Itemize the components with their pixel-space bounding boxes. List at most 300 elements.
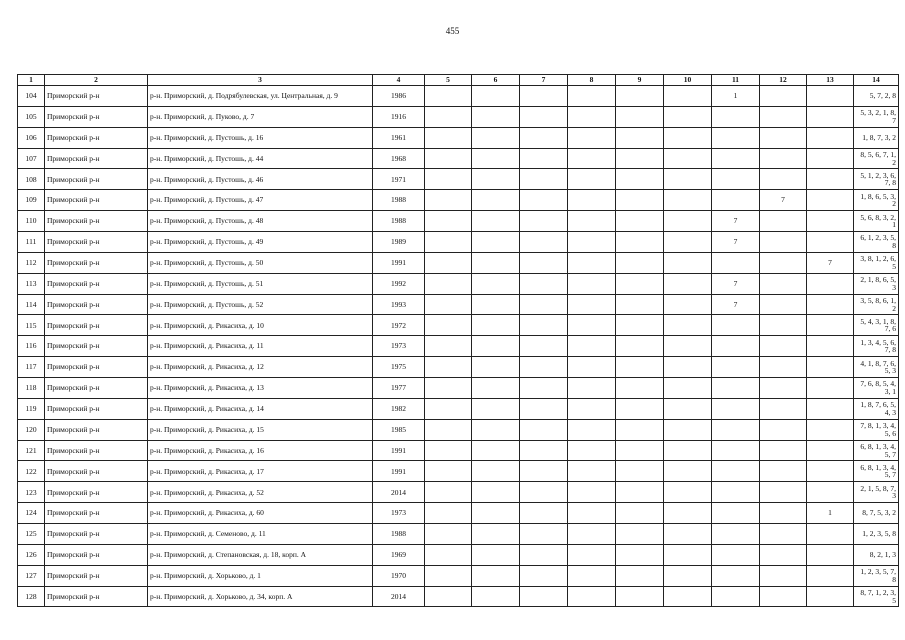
address-cell: р-н. Приморский, д. Рикасиха, д. 12	[148, 357, 373, 378]
mark-cell-col-10	[664, 357, 712, 378]
district-cell: Приморский р-н	[45, 503, 148, 524]
mark-cell-col-6	[472, 565, 520, 586]
mark-cell-col-13: 7	[807, 252, 854, 273]
mark-cell-col-5	[425, 273, 472, 294]
mark-cell-col-7	[520, 252, 568, 273]
mark-cell-col-10	[664, 544, 712, 565]
mark-cell-col-8	[568, 440, 616, 461]
mark-cell-col-6	[472, 461, 520, 482]
table-row	[18, 586, 899, 607]
mark-cell-col-12	[760, 440, 807, 461]
column-header-14: 14	[854, 75, 899, 86]
mark-cell-col-10	[664, 252, 712, 273]
year-cell: 1975	[373, 357, 425, 378]
sequence-cell: 6, 8, 1, 3, 4, 5, 7	[854, 461, 899, 482]
mark-cell-col-6	[472, 127, 520, 148]
table-row	[18, 211, 899, 232]
table-row	[18, 127, 899, 148]
mark-cell-col-9	[616, 586, 664, 607]
mark-cell-col-5	[425, 544, 472, 565]
address-cell: р-н. Приморский, д. Рикасиха, д. 17	[148, 461, 373, 482]
mark-cell-col-8	[568, 565, 616, 586]
column-header-1: 1	[18, 75, 45, 86]
mark-cell-col-5	[425, 190, 472, 211]
mark-cell-col-12	[760, 524, 807, 545]
district-cell: Приморский р-н	[45, 565, 148, 586]
mark-cell-col-13	[807, 482, 854, 503]
table-row	[18, 440, 899, 461]
mark-cell-col-5	[425, 148, 472, 169]
year-cell: 1982	[373, 398, 425, 419]
sequence-cell: 6, 1, 2, 3, 5, 8	[854, 232, 899, 253]
column-header-11: 11	[712, 75, 760, 86]
mark-cell-col-11	[712, 169, 760, 190]
address-cell: р-н. Приморский, д. Хорьково, д. 34, корп. А	[148, 586, 373, 607]
mark-cell-col-12	[760, 86, 807, 107]
table-row	[18, 565, 899, 586]
row-number-cell: 112	[18, 252, 45, 273]
address-cell: р-н. Приморский, д. Пустошь, д. 46	[148, 169, 373, 190]
mark-cell-col-12	[760, 148, 807, 169]
mark-cell-col-9	[616, 398, 664, 419]
column-header-2: 2	[45, 75, 148, 86]
mark-cell-col-12	[760, 357, 807, 378]
mark-cell-col-11	[712, 190, 760, 211]
year-cell: 1991	[373, 461, 425, 482]
sequence-cell: 1, 2, 3, 5, 7, 8	[854, 565, 899, 586]
mark-cell-col-8	[568, 232, 616, 253]
sequence-cell: 1, 8, 7, 6, 5, 4, 3	[854, 398, 899, 419]
table-row	[18, 482, 899, 503]
sequence-cell: 7, 6, 8, 5, 4, 3, 1	[854, 378, 899, 399]
year-cell: 1916	[373, 106, 425, 127]
mark-cell-col-9	[616, 440, 664, 461]
district-cell: Приморский р-н	[45, 461, 148, 482]
mark-cell-col-12	[760, 294, 807, 315]
mark-cell-col-11	[712, 336, 760, 357]
row-number-cell: 107	[18, 148, 45, 169]
mark-cell-col-6	[472, 315, 520, 336]
sequence-cell: 5, 6, 8, 3, 2, 1	[854, 211, 899, 232]
sequence-cell: 8, 2, 1, 3	[854, 544, 899, 565]
mark-cell-col-10	[664, 419, 712, 440]
sequence-cell: 2, 1, 8, 6, 5, 3	[854, 273, 899, 294]
row-number-cell: 126	[18, 544, 45, 565]
mark-cell-col-13	[807, 357, 854, 378]
mark-cell-col-11	[712, 252, 760, 273]
mark-cell-col-9	[616, 169, 664, 190]
mark-cell-col-6	[472, 544, 520, 565]
mark-cell-col-11: 7	[712, 273, 760, 294]
column-header-10: 10	[664, 75, 712, 86]
mark-cell-col-9	[616, 86, 664, 107]
mark-cell-col-11	[712, 482, 760, 503]
district-cell: Приморский р-н	[45, 357, 148, 378]
mark-cell-col-8	[568, 315, 616, 336]
table-row	[18, 273, 899, 294]
address-cell: р-н. Приморский, д. Пустошь, д. 16	[148, 127, 373, 148]
mark-cell-col-10	[664, 524, 712, 545]
mark-cell-col-8	[568, 86, 616, 107]
column-header-8: 8	[568, 75, 616, 86]
year-cell: 1989	[373, 232, 425, 253]
mark-cell-col-11	[712, 544, 760, 565]
year-cell: 1968	[373, 148, 425, 169]
mark-cell-col-11	[712, 440, 760, 461]
mark-cell-col-12	[760, 211, 807, 232]
mark-cell-col-6	[472, 252, 520, 273]
mark-cell-col-12	[760, 252, 807, 273]
row-number-cell: 106	[18, 127, 45, 148]
mark-cell-col-5	[425, 419, 472, 440]
mark-cell-col-9	[616, 524, 664, 545]
row-number-cell: 118	[18, 378, 45, 399]
sequence-cell: 3, 8, 1, 2, 6, 5	[854, 252, 899, 273]
mark-cell-col-5	[425, 127, 472, 148]
address-cell: р-н. Приморский, д. Рикасиха, д. 11	[148, 336, 373, 357]
district-cell: Приморский р-н	[45, 86, 148, 107]
mark-cell-col-6	[472, 148, 520, 169]
mark-cell-col-5	[425, 503, 472, 524]
mark-cell-col-9	[616, 252, 664, 273]
mark-cell-col-8	[568, 503, 616, 524]
mark-cell-col-7	[520, 211, 568, 232]
mark-cell-col-11	[712, 357, 760, 378]
mark-cell-col-7	[520, 336, 568, 357]
mark-cell-col-7	[520, 440, 568, 461]
mark-cell-col-10	[664, 440, 712, 461]
address-cell: р-н. Приморский, д. Рикасиха, д. 60	[148, 503, 373, 524]
table-row	[18, 106, 899, 127]
mark-cell-col-5	[425, 86, 472, 107]
mark-cell-col-5	[425, 398, 472, 419]
mark-cell-col-6	[472, 273, 520, 294]
mark-cell-col-9	[616, 232, 664, 253]
year-cell: 1973	[373, 503, 425, 524]
mark-cell-col-13	[807, 419, 854, 440]
column-header-9: 9	[616, 75, 664, 86]
sequence-cell: 3, 5, 8, 6, 1, 2	[854, 294, 899, 315]
mark-cell-col-9	[616, 148, 664, 169]
mark-cell-col-9	[616, 294, 664, 315]
address-cell: р-н. Приморский, д. Пустошь, д. 44	[148, 148, 373, 169]
mark-cell-col-11	[712, 461, 760, 482]
year-cell: 1991	[373, 440, 425, 461]
mark-cell-col-5	[425, 336, 472, 357]
column-header-5: 5	[425, 75, 472, 86]
row-number-cell: 104	[18, 86, 45, 107]
mark-cell-col-7	[520, 524, 568, 545]
sequence-cell: 2, 1, 5, 8, 7, 3	[854, 482, 899, 503]
mark-cell-col-7	[520, 544, 568, 565]
address-cell: р-н. Приморский, д. Пустошь, д. 49	[148, 232, 373, 253]
mark-cell-col-9	[616, 565, 664, 586]
mark-cell-col-11	[712, 315, 760, 336]
year-cell: 1988	[373, 190, 425, 211]
mark-cell-col-7	[520, 357, 568, 378]
district-cell: Приморский р-н	[45, 252, 148, 273]
table-row	[18, 190, 899, 211]
row-number-cell: 113	[18, 273, 45, 294]
row-number-cell: 125	[18, 524, 45, 545]
district-cell: Приморский р-н	[45, 106, 148, 127]
year-cell: 1961	[373, 127, 425, 148]
row-number-cell: 114	[18, 294, 45, 315]
mark-cell-col-11	[712, 378, 760, 399]
year-cell: 1985	[373, 419, 425, 440]
mark-cell-col-10	[664, 169, 712, 190]
mark-cell-col-13	[807, 398, 854, 419]
mark-cell-col-10	[664, 294, 712, 315]
district-cell: Приморский р-н	[45, 440, 148, 461]
mark-cell-col-6	[472, 482, 520, 503]
column-header-4: 4	[373, 75, 425, 86]
mark-cell-col-10	[664, 503, 712, 524]
year-cell: 1973	[373, 336, 425, 357]
address-cell: р-н. Приморский, д. Рикасиха, д. 13	[148, 378, 373, 399]
mark-cell-col-12	[760, 544, 807, 565]
mark-cell-col-7	[520, 378, 568, 399]
table-row	[18, 232, 899, 253]
mark-cell-col-10	[664, 148, 712, 169]
mark-cell-col-7	[520, 106, 568, 127]
address-cell: р-н. Приморский, д. Семеново, д. 11	[148, 524, 373, 545]
table-row	[18, 357, 899, 378]
mark-cell-col-9	[616, 461, 664, 482]
row-number-cell: 121	[18, 440, 45, 461]
mark-cell-col-13	[807, 378, 854, 399]
mark-cell-col-9	[616, 482, 664, 503]
table-row	[18, 524, 899, 545]
sequence-cell: 5, 7, 2, 8	[854, 86, 899, 107]
year-cell: 1986	[373, 86, 425, 107]
mark-cell-col-5	[425, 440, 472, 461]
mark-cell-col-9	[616, 544, 664, 565]
mark-cell-col-10	[664, 378, 712, 399]
district-cell: Приморский р-н	[45, 419, 148, 440]
mark-cell-col-9	[616, 211, 664, 232]
mark-cell-col-13	[807, 232, 854, 253]
row-number-cell: 120	[18, 419, 45, 440]
row-number-cell: 105	[18, 106, 45, 127]
row-number-cell: 117	[18, 357, 45, 378]
address-cell: р-н. Приморский, д. Пуково, д. 7	[148, 106, 373, 127]
column-header-7: 7	[520, 75, 568, 86]
year-cell: 1992	[373, 273, 425, 294]
mark-cell-col-6	[472, 419, 520, 440]
year-cell: 2014	[373, 586, 425, 607]
mark-cell-col-12	[760, 461, 807, 482]
mark-cell-col-7	[520, 190, 568, 211]
sequence-cell: 5, 3, 2, 1, 8, 7	[854, 106, 899, 127]
mark-cell-col-13	[807, 106, 854, 127]
year-cell: 1969	[373, 544, 425, 565]
sequence-cell: 1, 8, 7, 3, 2	[854, 127, 899, 148]
mark-cell-col-10	[664, 461, 712, 482]
mark-cell-col-8	[568, 252, 616, 273]
mark-cell-col-6	[472, 336, 520, 357]
mark-cell-col-12	[760, 169, 807, 190]
mark-cell-col-11	[712, 419, 760, 440]
mark-cell-col-8	[568, 357, 616, 378]
mark-cell-col-9	[616, 127, 664, 148]
year-cell: 1988	[373, 524, 425, 545]
mark-cell-col-8	[568, 378, 616, 399]
sequence-cell: 5, 4, 3, 1, 8, 7, 6	[854, 315, 899, 336]
mark-cell-col-11	[712, 524, 760, 545]
mark-cell-col-7	[520, 503, 568, 524]
address-cell: р-н. Приморский, д. Пустошь, д. 51	[148, 273, 373, 294]
mark-cell-col-12	[760, 106, 807, 127]
mark-cell-col-10	[664, 190, 712, 211]
mark-cell-col-6	[472, 398, 520, 419]
mark-cell-col-9	[616, 273, 664, 294]
sequence-cell: 1, 3, 4, 5, 6, 7, 8	[854, 336, 899, 357]
address-cell: р-н. Приморский, д. Пустошь, д. 48	[148, 211, 373, 232]
mark-cell-col-7	[520, 461, 568, 482]
address-cell: р-н. Приморский, д. Пустошь, д. 50	[148, 252, 373, 273]
column-header-12: 12	[760, 75, 807, 86]
row-number-cell: 111	[18, 232, 45, 253]
district-cell: Приморский р-н	[45, 524, 148, 545]
sequence-cell: 8, 5, 6, 7, 1, 2	[854, 148, 899, 169]
mark-cell-col-7	[520, 482, 568, 503]
mark-cell-col-8	[568, 419, 616, 440]
address-cell: р-н. Приморский, д. Рикасиха, д. 15	[148, 419, 373, 440]
mark-cell-col-8	[568, 461, 616, 482]
sequence-cell: 8, 7, 1, 2, 3, 5	[854, 586, 899, 607]
mark-cell-col-10	[664, 127, 712, 148]
sequence-cell: 1, 8, 6, 5, 3, 2	[854, 190, 899, 211]
address-cell: р-н. Приморский, д. Рикасиха, д. 16	[148, 440, 373, 461]
mark-cell-col-6	[472, 440, 520, 461]
mark-cell-col-12	[760, 565, 807, 586]
mark-cell-col-11: 7	[712, 211, 760, 232]
district-cell: Приморский р-н	[45, 336, 148, 357]
mark-cell-col-13	[807, 127, 854, 148]
row-number-cell: 115	[18, 315, 45, 336]
mark-cell-col-6	[472, 232, 520, 253]
mark-cell-col-11	[712, 398, 760, 419]
district-cell: Приморский р-н	[45, 315, 148, 336]
sequence-cell: 7, 8, 1, 3, 4, 5, 6	[854, 419, 899, 440]
mark-cell-col-5	[425, 169, 472, 190]
district-cell: Приморский р-н	[45, 294, 148, 315]
mark-cell-col-12	[760, 586, 807, 607]
row-number-cell: 109	[18, 190, 45, 211]
mark-cell-col-10	[664, 336, 712, 357]
mark-cell-col-6	[472, 586, 520, 607]
mark-cell-col-12	[760, 398, 807, 419]
mark-cell-col-11	[712, 148, 760, 169]
address-cell: р-н. Приморский, д. Хорьково, д. 1	[148, 565, 373, 586]
sequence-cell: 8, 7, 5, 3, 2	[854, 503, 899, 524]
mark-cell-col-5	[425, 482, 472, 503]
mark-cell-col-10	[664, 586, 712, 607]
column-header-3: 3	[148, 75, 373, 86]
district-cell: Приморский р-н	[45, 544, 148, 565]
table-row	[18, 398, 899, 419]
mark-cell-col-7	[520, 148, 568, 169]
district-cell: Приморский р-н	[45, 398, 148, 419]
table-row	[18, 169, 899, 190]
mark-cell-col-13	[807, 544, 854, 565]
mark-cell-col-8	[568, 482, 616, 503]
year-cell: 1993	[373, 294, 425, 315]
mark-cell-col-12	[760, 336, 807, 357]
table-row	[18, 378, 899, 399]
mark-cell-col-10	[664, 398, 712, 419]
mark-cell-col-9	[616, 419, 664, 440]
district-cell: Приморский р-н	[45, 482, 148, 503]
district-cell: Приморский р-н	[45, 211, 148, 232]
table-row	[18, 544, 899, 565]
mark-cell-col-8	[568, 148, 616, 169]
mark-cell-col-13	[807, 169, 854, 190]
mark-cell-col-13	[807, 565, 854, 586]
mark-cell-col-10	[664, 273, 712, 294]
mark-cell-col-5	[425, 378, 472, 399]
mark-cell-col-11: 7	[712, 294, 760, 315]
mark-cell-col-11	[712, 586, 760, 607]
mark-cell-col-6	[472, 524, 520, 545]
mark-cell-col-9	[616, 106, 664, 127]
row-number-cell: 119	[18, 398, 45, 419]
district-cell: Приморский р-н	[45, 127, 148, 148]
mark-cell-col-7	[520, 586, 568, 607]
mark-cell-col-7	[520, 169, 568, 190]
mark-cell-col-5	[425, 252, 472, 273]
mark-cell-col-5	[425, 106, 472, 127]
mark-cell-col-8	[568, 524, 616, 545]
district-cell: Приморский р-н	[45, 190, 148, 211]
year-cell: 1988	[373, 211, 425, 232]
address-cell: р-н. Приморский, д. Степановская, д. 18, корп. А	[148, 544, 373, 565]
mark-cell-col-10	[664, 86, 712, 107]
address-cell: р-н. Приморский, д. Пустошь, д. 52	[148, 294, 373, 315]
mark-cell-col-6	[472, 378, 520, 399]
mark-cell-col-13	[807, 586, 854, 607]
mark-cell-col-13	[807, 524, 854, 545]
mark-cell-col-5	[425, 232, 472, 253]
district-cell: Приморский р-н	[45, 273, 148, 294]
mark-cell-col-7	[520, 565, 568, 586]
year-cell: 1991	[373, 252, 425, 273]
address-cell: р-н. Приморский, д. Рикасиха, д. 14	[148, 398, 373, 419]
mark-cell-col-10	[664, 565, 712, 586]
mark-cell-col-13	[807, 461, 854, 482]
mark-cell-col-5	[425, 461, 472, 482]
mark-cell-col-6	[472, 357, 520, 378]
mark-cell-col-13	[807, 190, 854, 211]
mark-cell-col-7	[520, 315, 568, 336]
mark-cell-col-9	[616, 503, 664, 524]
mark-cell-col-11	[712, 127, 760, 148]
mark-cell-col-9	[616, 190, 664, 211]
mark-cell-col-12	[760, 378, 807, 399]
table-row	[18, 419, 899, 440]
mark-cell-col-8	[568, 169, 616, 190]
mark-cell-col-12	[760, 503, 807, 524]
table-row	[18, 336, 899, 357]
mark-cell-col-5	[425, 357, 472, 378]
mark-cell-col-5	[425, 211, 472, 232]
mark-cell-col-7	[520, 398, 568, 419]
table-row	[18, 148, 899, 169]
mark-cell-col-12: 7	[760, 190, 807, 211]
mark-cell-col-13	[807, 315, 854, 336]
column-header-13: 13	[807, 75, 854, 86]
